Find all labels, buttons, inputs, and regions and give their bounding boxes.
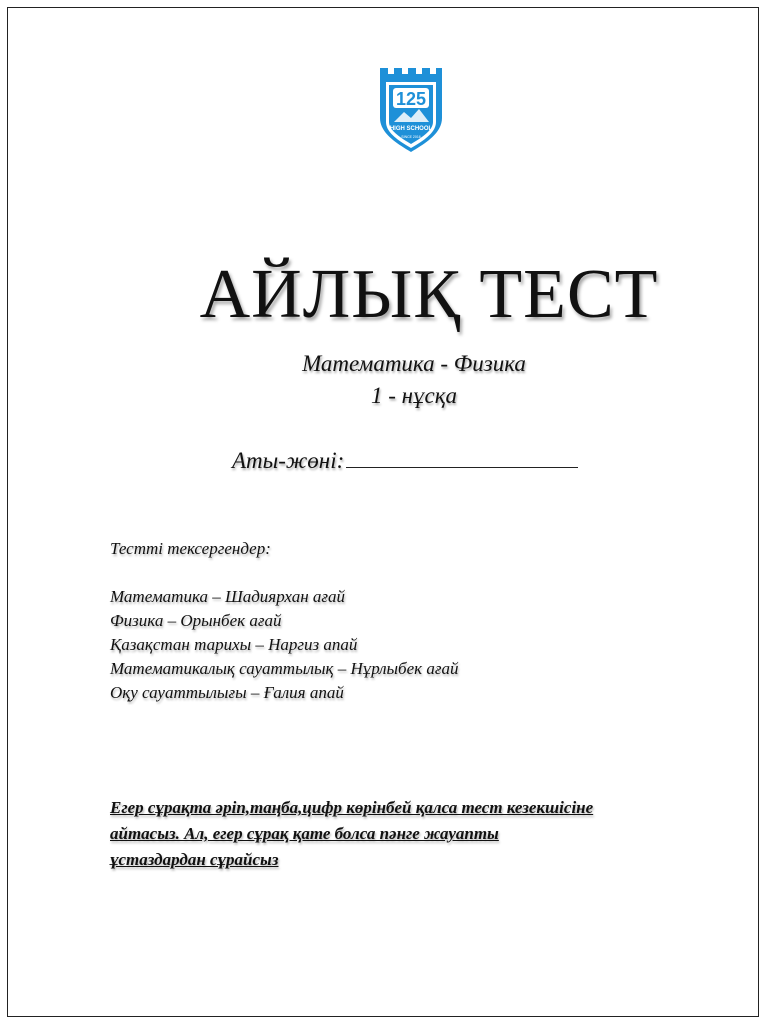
notice-line: Егер сұрақта әріп,таңба,цифр көрінбей қалса тест кезекшісіне — [110, 798, 594, 817]
notice-line: айтасыз. Ал, егер сұрақ қате болса пәнге жауапты — [110, 824, 499, 843]
checker-item: Математика – Шадиярхан ағай — [110, 587, 346, 606]
logo-text-high-school: HIGH SCHOOL — [389, 126, 433, 132]
checker-item: Қазақстан тарихы – Наргиз апай — [110, 635, 358, 654]
checkers-section — [110, 537, 458, 705]
subtitle-variant: 1 - нұсқа — [370, 383, 458, 408]
name-label: Аты-жөні: — [232, 448, 345, 473]
checkers-heading: Тестті тексергендер: — [110, 539, 271, 558]
name-blank-line[interactable] — [346, 445, 578, 468]
checker-item: Оқу сауаттылығы – Ғалия апай — [110, 683, 344, 702]
notice-text — [110, 795, 710, 873]
logo-text-since: SINCE 2016 — [401, 135, 421, 139]
logo-number: 125 — [395, 89, 427, 109]
checker-item: Физика – Орынбек ағай — [110, 611, 282, 630]
subtitle-subjects: Математика - Физика — [302, 351, 526, 376]
notice-line: ұстаздардан сұрайсыз — [110, 850, 279, 869]
name-field[interactable] — [232, 445, 578, 474]
checker-item: Математикалық сауаттылық – Нұрлыбек ағай — [110, 659, 459, 678]
page-title: АЙЛЫҚ ТЕСТ — [199, 256, 659, 333]
school-logo — [378, 66, 444, 154]
